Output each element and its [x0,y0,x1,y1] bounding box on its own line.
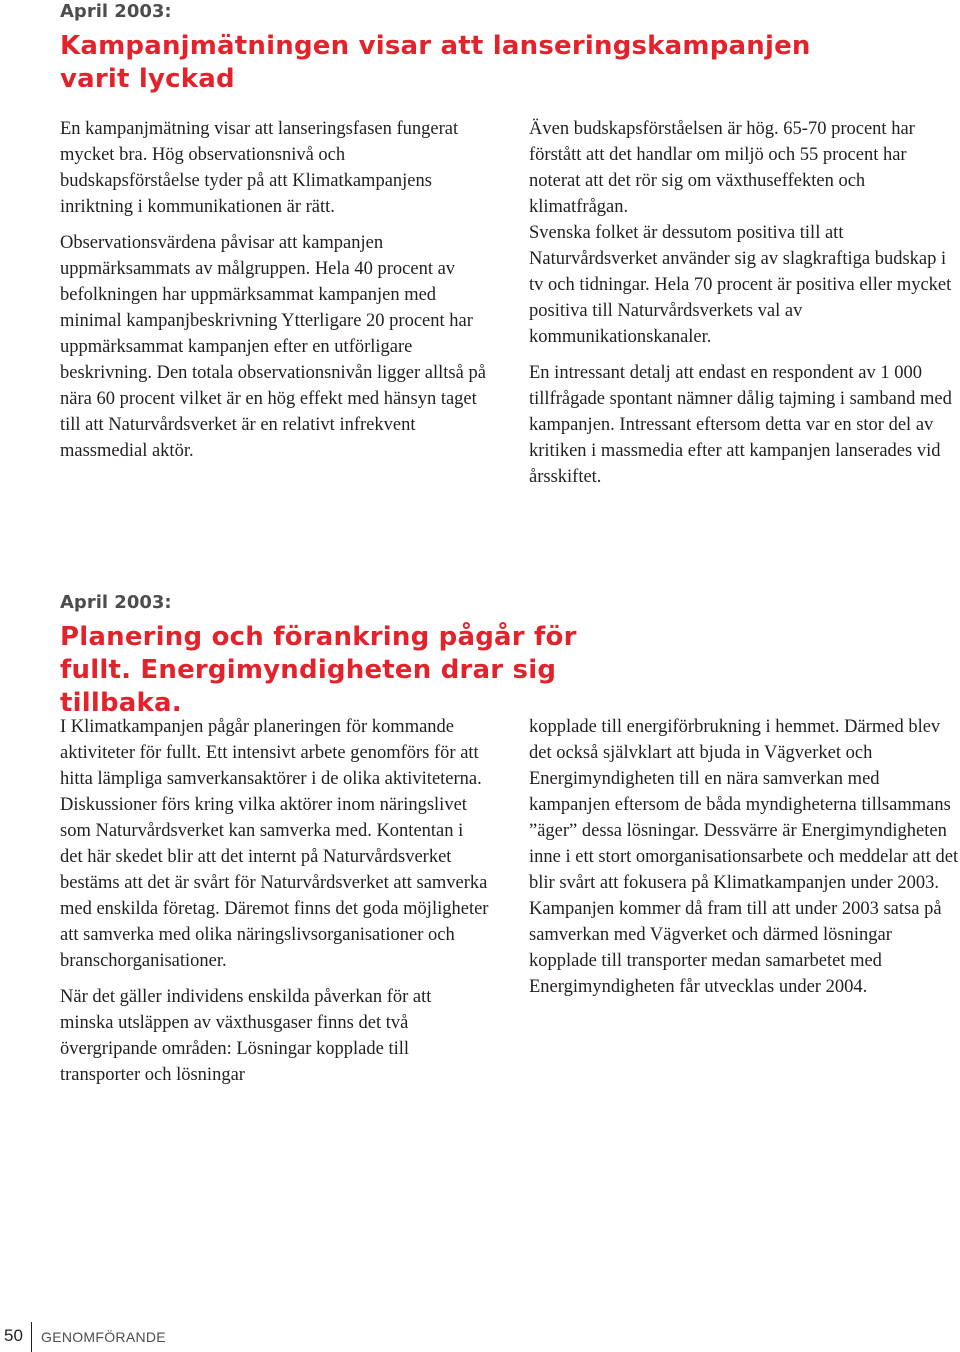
page-number: 50 [4,1326,23,1345]
section-campaign-measurement [60,0,960,487]
body-paragraph: Svenska folket är dessutom positiva till att Naturvårdsverket använder sig av slagkraftiga budskap i tv och tidningar. Hela 70 procent är positiva eller mycket positiva till Naturvårdsverkets val av kommunikationskanaler. [529,223,952,347]
section-headline: Kampanjmätningen visar att lanseringskampanjen varit lyckad [60,31,811,94]
right-column [529,714,960,1010]
body-paragraph: Observationsvärdena påvisar att kampanjen uppmärksammats av målgruppen. Hela 40 procent av befolkningen har uppmärksammat kampanjen med minimal kampanjbeskrivning Ytterligare 20 procent har uppmärksammat kampanjen efter en utförligare beskrivning. Den totala observationsnivån ligger alltså på nära 60 procent vilket är en hög effekt med hänsyn taget till att Naturvårdsverket är en relativt infrekvent massmedial aktör. [60,233,486,461]
left-column [60,714,500,1098]
body-paragraph: En intressant detalj att endast en respondent av 1 000 tillfrågade spontant nämner dålig tajming i samband med kampanjen. Intressant eftersom detta var en stor del av kritiken i massmedia efter att kampanjen lanserades vid årsskiftet. [529,363,952,487]
section-date-kicker: April 2003: [60,1,172,22]
page-footer [0,1322,300,1352]
left-column [60,116,500,474]
body-paragraph: I Klimatkampanjen pågår planeringen för kommande aktiviteter för fullt. Ett intensivt arbete genomförs för att hitta lämpliga samverkansaktörer i de olika aktiviteterna. Diskussioner förs kring vilka aktörer inom näringslivet som Naturvårdsverket kan samverka med. Kontentan i det här skedet blir att det internt på Naturvårdsverket bestäms att det är svårt för Naturvårdsverket att samverka med enskilda företag. Däremot finns det goda möjligheter att samverka med olika näringslivsorganisationer och branschorganisationer. [60,717,489,971]
body-paragraph: Även budskapsförståelsen är hög. 65-70 procent har förstått att det handlar om miljö och 55 procent har noterat att det rör sig om växthuseffekten och klimatfrågan. [529,119,915,217]
body-paragraph: En kampanjmätning visar att lanseringsfasen fungerat mycket bra. Hög observationsnivå och budskapsförståelse tyder på att Klimatkampanjens inriktning i kommunikationen är rätt. [60,119,459,217]
footer-section-label: GENOMFÖRANDE [41,1329,166,1345]
section-headline: Planering och förankring pågår för fullt. Energimyndigheten drar sig tillbaka. [60,622,577,718]
section-date-kicker: April 2003: [60,592,172,613]
footer-divider [31,1322,32,1352]
section-planning [60,592,960,1085]
right-column [529,116,960,500]
body-paragraph: kopplade till energiförbrukning i hemmet. Därmed blev det också självklart att bjuda in Vägverket och Energimyndigheten till en nära samverkan med kampanjen eftersom de båda myndigheterna tillsammans ”äger” dessa lösningar. Dessvärre är Energimyndigheten inne i ett stort omorganisationsarbete och meddelar att det blir svårt att fokusera på Klimatkampanjen under 2003. Kampanjen kommer då fram till att under 2003 satsa på samverkan med Vägverket och därmed lösningar kopplade till transporter medan samarbetet med Energimyndigheten får utvecklas under 2004. [529,717,959,997]
body-paragraph: När det gäller individens enskilda påverkan för att minska utsläppen av växthusgaser finns det två övergripande områden: Lösningar kopplade till transporter och lösningar [60,987,432,1085]
